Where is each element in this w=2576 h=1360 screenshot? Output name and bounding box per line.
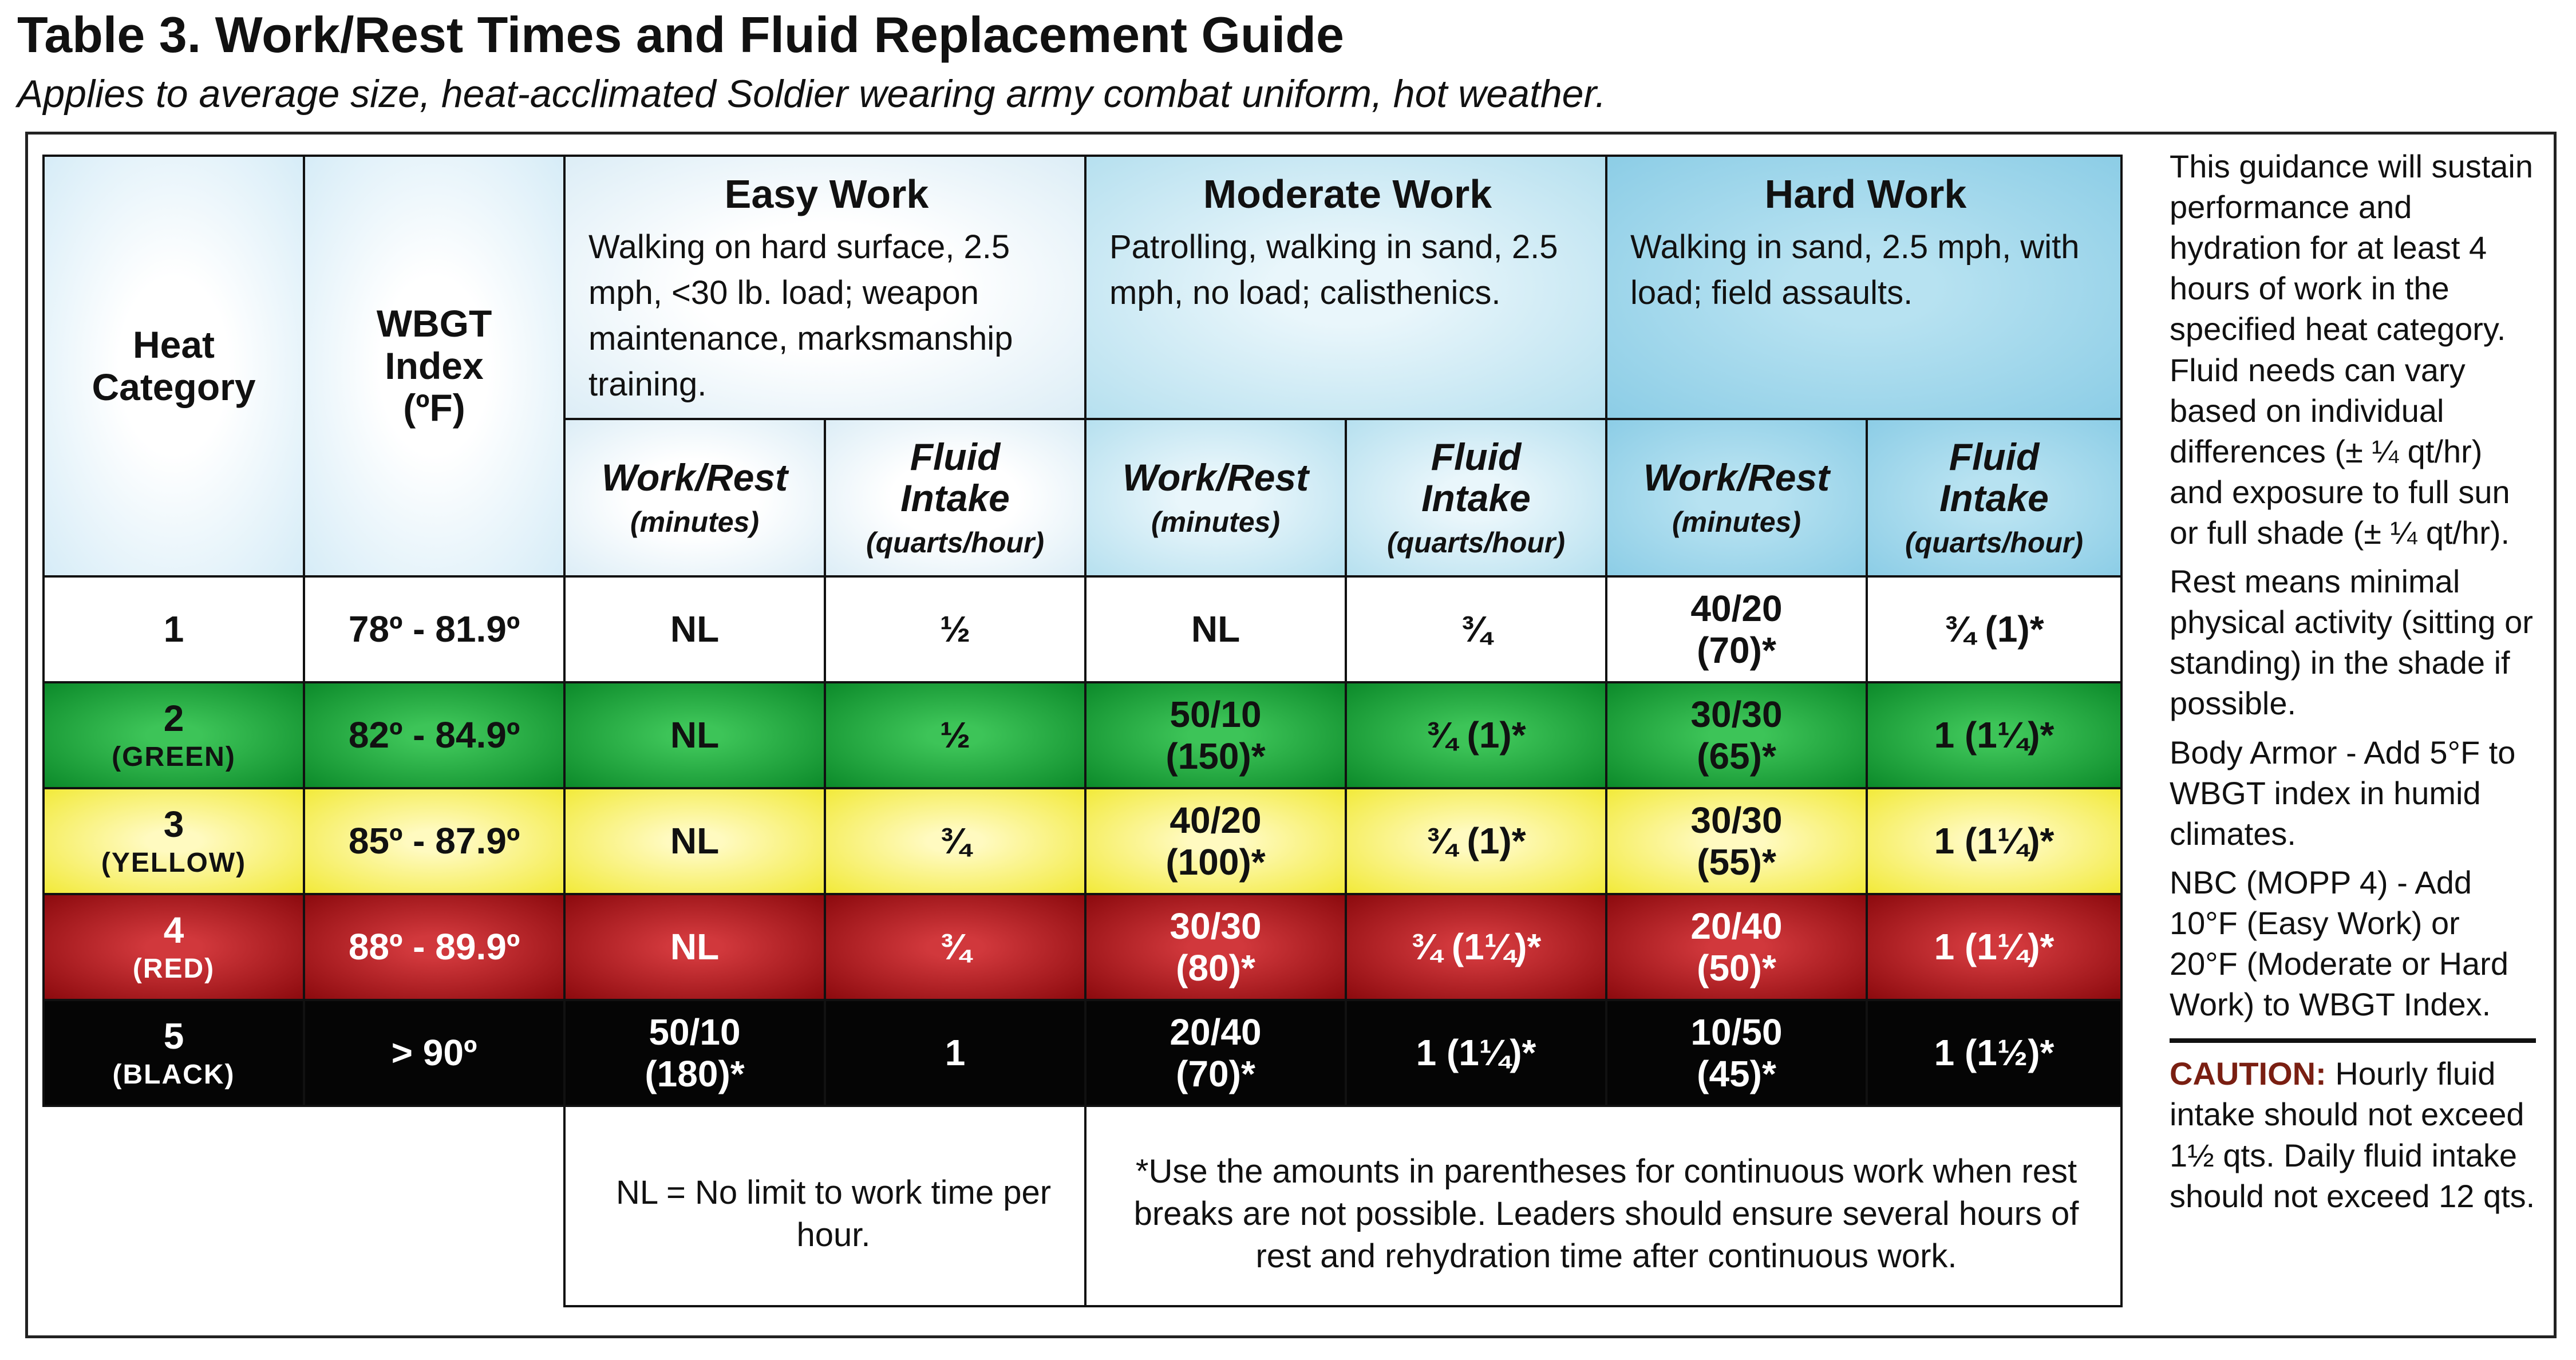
footnote-asterisk: *Use the amounts in parentheses for continuous work when rest breaks are not possible. Leaders should ensure several hours of rest and rehydration time after continuous work. <box>1085 1106 2121 1306</box>
easy-work-title: Easy Work <box>724 172 929 216</box>
moderate-work-rest-cell: 40/20 (100)* <box>1085 788 1346 894</box>
moderate-work-rest-cell: 20/40 (70)* <box>1085 1000 1346 1106</box>
subheader-easy-work-rest: Work/Rest (minutes) <box>564 419 825 576</box>
easy-fluid-cell: ½ <box>825 576 1085 682</box>
table-row-category-1 <box>44 576 2121 682</box>
hard-work-rest-cell: 20/40 (50)* <box>1606 894 1867 1000</box>
moderate-work-desc: Patrolling, walking in sand, 2.5 mph, no load; calisthenics. <box>1109 228 1558 312</box>
hard-work-rest-cell: 30/30 (55)* <box>1606 788 1867 894</box>
moderate-fluid-cell: ¾ (1)* <box>1346 788 1606 894</box>
wbgt-cell: 78º - 81.9º <box>304 576 564 682</box>
moderate-work-rest-cell: 50/10 (150)* <box>1085 682 1346 788</box>
subheader-hard-work-rest: Work/Rest (minutes) <box>1606 419 1867 576</box>
easy-work-rest-cell: NL <box>564 788 825 894</box>
subheader-moderate-fluid: Fluid Intake (quarts/hour) <box>1346 419 1606 576</box>
side-note-rest: Rest means minimal physical activity (sitting or standing) in the shade if possible. <box>2170 563 2533 722</box>
easy-work-rest-cell: 50/10 (180)* <box>564 1000 825 1106</box>
page-title: Table 3. Work/Rest Times and Fluid Replacement Guide <box>17 6 1344 63</box>
moderate-fluid-cell: ¾ <box>1346 576 1606 682</box>
wbgt-cell: > 90º <box>304 1000 564 1106</box>
wbgt-cell: 85º - 87.9º <box>304 788 564 894</box>
moderate-fluid-cell: ¾ (1¼)* <box>1346 894 1606 1000</box>
easy-fluid-cell: ¾ <box>825 894 1085 1000</box>
heat-category-cell: 5 (BLACK) <box>44 1000 304 1106</box>
heat-category-cell: 2 (GREEN) <box>44 682 304 788</box>
hard-fluid-cell: ¾ (1)* <box>1867 576 2121 682</box>
moderate-work-rest-cell: NL <box>1085 576 1346 682</box>
header-moderate-work <box>1085 156 1606 419</box>
side-note-nbc: NBC (MOPP 4) - Add 10°F (Easy Work) or 20°F (Moderate or Hard Work) to WBGT Index. <box>2170 864 2508 1023</box>
header-hard-work <box>1606 156 2121 419</box>
page-subtitle: Applies to average size, heat-acclimated Soldier wearing army combat uniform, hot weather. <box>17 72 1606 116</box>
hard-fluid-cell: 1 (1¼)* <box>1867 682 2121 788</box>
easy-work-rest-cell: NL <box>564 682 825 788</box>
caution-divider <box>2170 1038 2536 1043</box>
hard-work-title: Hard Work <box>1764 172 1967 216</box>
easy-fluid-cell: ½ <box>825 682 1085 788</box>
hard-fluid-cell: 1 (1½)* <box>1867 1000 2121 1106</box>
table-row-category-2 <box>44 682 2121 788</box>
footnote-nl: NL = No limit to work time per hour. <box>564 1106 1085 1306</box>
easy-fluid-cell: ¾ <box>825 788 1085 894</box>
easy-work-desc: Walking on hard surface, 2.5 mph, <30 lb. load; weapon maintenance, marksmanship training. <box>588 228 1013 404</box>
heat-category-cell: 4 (RED) <box>44 894 304 1000</box>
moderate-fluid-cell: 1 (1¼)* <box>1346 1000 1606 1106</box>
hard-fluid-cell: 1 (1¼)* <box>1867 788 2121 894</box>
header-easy-work <box>564 156 1085 419</box>
hard-work-rest-cell: 40/20 (70)* <box>1606 576 1867 682</box>
moderate-fluid-cell: ¾ (1)* <box>1346 682 1606 788</box>
header-heat-category: Heat Category <box>44 156 304 576</box>
easy-work-rest-cell: NL <box>564 894 825 1000</box>
work-rest-table <box>42 155 2123 1307</box>
moderate-work-title: Moderate Work <box>1203 172 1492 216</box>
side-notes <box>2170 146 2536 1224</box>
caution-label: CAUTION: <box>2170 1055 2326 1092</box>
heat-category-cell: 1 <box>44 576 304 682</box>
wbgt-cell: 82º - 84.9º <box>304 682 564 788</box>
hard-work-desc: Walking in sand, 2.5 mph, with load; field assaults. <box>1630 228 2080 312</box>
hard-work-rest-cell: 30/30 (65)* <box>1606 682 1867 788</box>
subheader-hard-fluid: Fluid Intake (quarts/hour) <box>1867 419 2121 576</box>
moderate-work-rest-cell: 30/30 (80)* <box>1085 894 1346 1000</box>
subheader-moderate-work-rest: Work/Rest (minutes) <box>1085 419 1346 576</box>
caution-text: Hourly fluid intake should not exceed 1½ qts. Daily fluid intake should not exceed 12 qts. <box>2170 1055 2535 1214</box>
easy-fluid-cell: 1 <box>825 1000 1085 1106</box>
caution-note <box>2170 1053 2536 1216</box>
table-row-category-3 <box>44 788 2121 894</box>
side-note-body-armor: Body Armor - Add 5°F to WBGT index in humid climates. <box>2170 734 2516 852</box>
header-wbgt: WBGT Index (ºF) <box>304 156 564 576</box>
hard-fluid-cell: 1 (1¼)* <box>1867 894 2121 1000</box>
subheader-easy-fluid: Fluid Intake (quarts/hour) <box>825 419 1085 576</box>
table-row-category-5 <box>44 1000 2121 1106</box>
easy-work-rest-cell: NL <box>564 576 825 682</box>
heat-category-cell: 3 (YELLOW) <box>44 788 304 894</box>
hard-work-rest-cell: 10/50 (45)* <box>1606 1000 1867 1106</box>
side-note-guidance: This guidance will sustain performance and hydration for at least 4 hours of work in the specified heat category. Fluid needs can vary based on individual differences (± ¼ qt/hr) and exposure to full sun or full shade (± ¼ qt/hr). <box>2170 148 2533 551</box>
table-row-category-4 <box>44 894 2121 1000</box>
wbgt-cell: 88º - 89.9º <box>304 894 564 1000</box>
